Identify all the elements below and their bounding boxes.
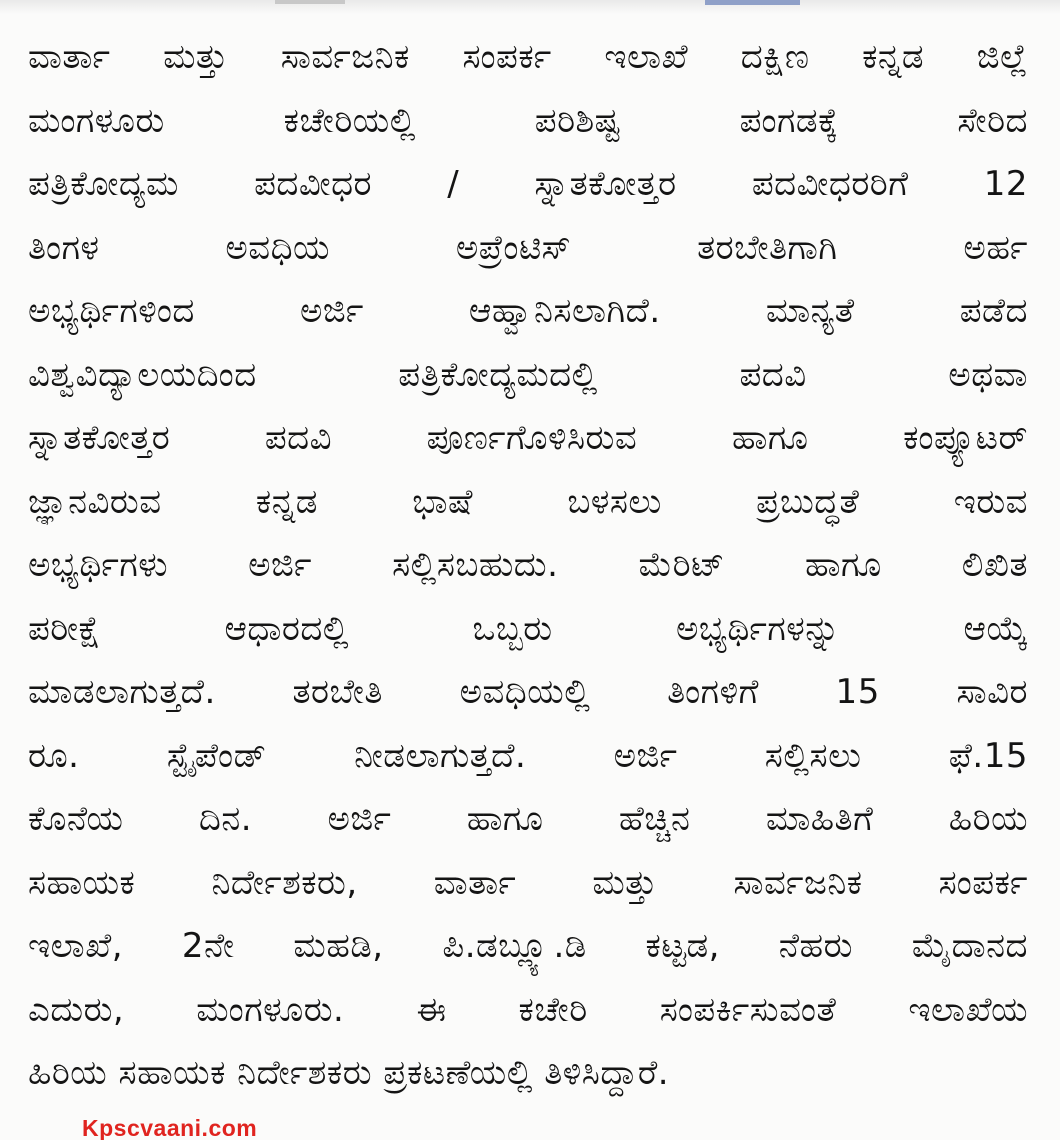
torn-top-edge [0, 0, 1060, 14]
article-line-1: ವಾರ್ತಾ ಮತ್ತು ಸಾರ್ವಜನಿಕ ಸಂಪರ್ಕ ಇಲಾಖೆ ದಕ್ಷಿಣ ಕನ್ನಡ ಜಿಲ್ಲೆ [28, 37, 1028, 77]
article-line-5: ಅಭ್ಯರ್ಥಿಗಳಿಂದ ಅರ್ಜಿ ಆಹ್ವಾನಿಸಲಾಗಿದೆ. ಮಾನ್ಯತೆ ಪಡೆದ [28, 291, 1028, 331]
article-line-12: ರೂ. ಸ್ಟೈಪೆಂಡ್ ನೀಡಲಾಗುತ್ತದೆ. ಅರ್ಜಿ ಸಲ್ಲಿಸಲು ಫೆ.15 [28, 735, 1028, 776]
article-line-14: ಸಹಾಯಕ ನಿರ್ದೇಶಕರು, ವಾರ್ತಾ ಮತ್ತು ಸಾರ್ವಜನಿಕ ಸಂಪರ್ಕ [28, 862, 1028, 903]
source-watermark: Kpscvaani.com [82, 1115, 258, 1140]
previous-column-remnant [275, 0, 345, 4]
header-color-remnant [705, 0, 800, 5]
article-body [28, 26, 1028, 1106]
article-line-8: ಜ್ಞಾನವಿರುವ ಕನ್ನಡ ಭಾಷೆ ಬಳಸಲು ಪ್ರಬುದ್ಧತೆ ಇರುವ [28, 481, 1028, 522]
article-line-7: ಸ್ನಾತಕೋತ್ತರ ಪದವಿ ಪೂರ್ಣಗೊಳಿಸಿರುವ ಹಾಗೂ ಕಂಪ್ಯೂಟರ್ [28, 418, 1028, 458]
article-line-11: ಮಾಡಲಾಗುತ್ತದೆ. ತರಬೇತಿ ಅವಧಿಯಲ್ಲಿ ತಿಂಗಳಿಗೆ 15 ಸಾವಿರ [28, 672, 1028, 712]
article-line-9: ಅಭ್ಯರ್ಥಿಗಳು ಅರ್ಜಿ ಸಲ್ಲಿಸಬಹುದು. ಮೆರಿಟ್ ಹಾಗೂ ಲಿಖಿತ [28, 545, 1028, 585]
article-line-17: ಹಿರಿಯ ಸಹಾಯಕ ನಿರ್ದೇಶಕರು ಪ್ರಕಟಣೆಯಲ್ಲಿ ತಿಳಿಸಿದ್ದಾರೆ. [28, 1053, 670, 1093]
article-line-16: ಎದುರು, ಮಂಗಳೂರು. ಈ ಕಚೇರಿ ಸಂಪರ್ಕಿಸುವಂತೆ ಇಲಾಖೆಯ [28, 989, 1028, 1030]
article-line-6: ವಿಶ್ವವಿದ್ಯಾಲಯದಿಂದ ಪತ್ರಿಕೋದ್ಯಮದಲ್ಲಿ ಪದವಿ ಅಥವಾ [28, 354, 1028, 395]
article-line-10: ಪರೀಕ್ಷೆ ಆಧಾರದಲ್ಲಿ ಒಬ್ಬರು ಅಭ್ಯರ್ಥಿಗಳನ್ನು ಆಯ್ಕೆ [28, 608, 1028, 649]
article-line-4: ತಿಂಗಳ ಅವಧಿಯ ಅಪ್ರೆಂಟಿಸ್ ತರಬೇತಿಗಾಗಿ ಅರ್ಹ [28, 227, 1028, 268]
article-line-3: ಪತ್ರಿಕೋದ್ಯಮ ಪದವೀಧರ / ಸ್ನಾತಕೋತ್ತರ ಪದವೀಧರರಿಗೆ 12 [28, 164, 1028, 204]
article-line-13: ಕೊನೆಯ ದಿನ. ಅರ್ಜಿ ಹಾಗೂ ಹೆಚ್ಚಿನ ಮಾಹಿತಿಗೆ ಹಿರಿಯ [28, 799, 1028, 839]
article-line-15: ಇಲಾಖೆ, 2ನೇ ಮಹಡಿ, ಪಿ.ಡಬ್ಲ್ಯೂ.ಡಿ ಕಟ್ಟಡ, ನೆಹರು ಮೈದಾನದ [28, 926, 1028, 966]
article-line-2: ಮಂಗಳೂರು ಕಚೇರಿಯಲ್ಲಿ ಪರಿಶಿಷ್ಟ ಪಂಗಡಕ್ಕೆ ಸೇರಿದ [28, 100, 1028, 141]
